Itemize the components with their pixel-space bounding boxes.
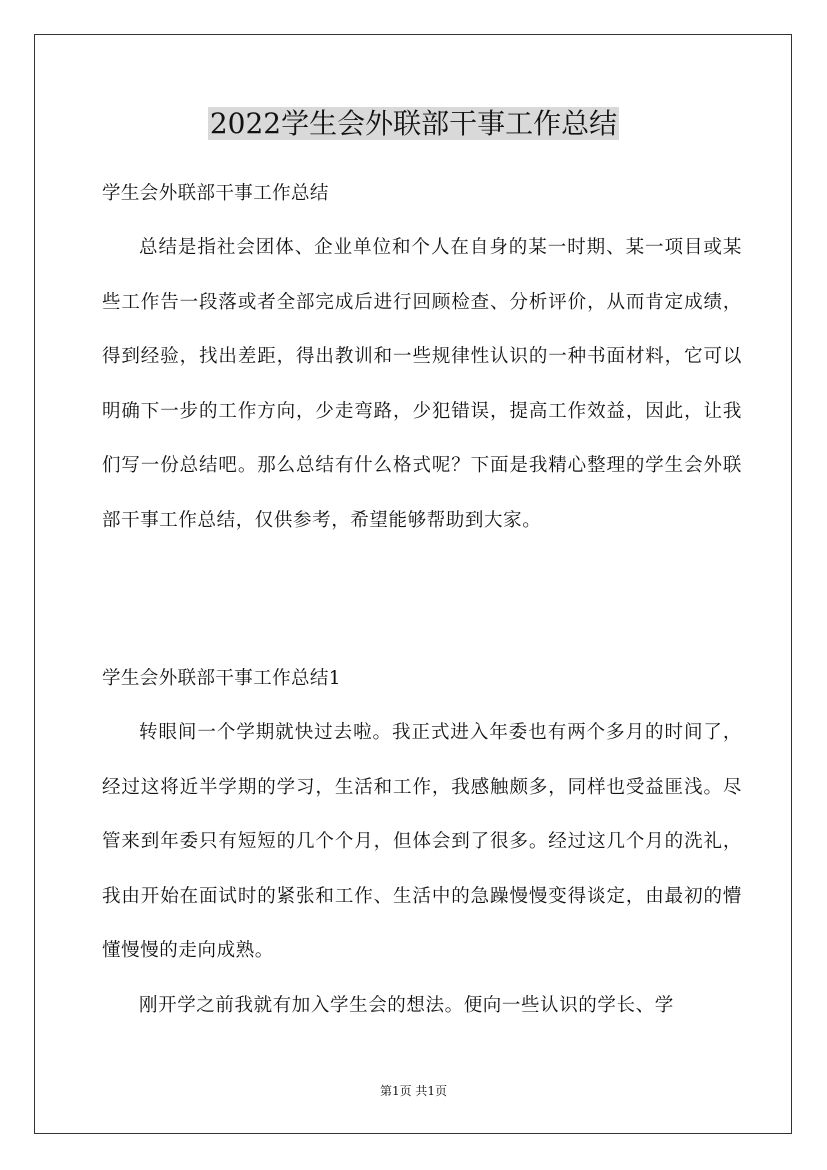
section1-body: [102, 706, 742, 1033]
intro-paragraph: 总结是指社会团体、企业单位和个人在自身的某一时期、某一项目或某些工作告一段落或者全部完成后进行回顾检查、分析评价，从而肯定成绩，得到经验，找出差距，得出教训和一些规律性认识的一种书面材料，它可以明确下一步的工作方向，少走弯路，少犯错误，提高工作效益，因此，让我们写一份总结吧。那么总结有什么格式呢？下面是我精心整理的学生会外联部干事工作总结，仅供参考，希望能够帮助到大家。: [102, 237, 742, 531]
section1-heading: 学生会外联部干事工作总结1: [102, 668, 341, 689]
document-title: [0, 104, 827, 144]
document-title-text: 2022学生会外联部干事工作总结: [209, 107, 618, 140]
intro-section: [102, 221, 742, 548]
intro-heading: 学生会外联部干事工作总结: [102, 183, 329, 204]
section1-paragraph-1: 转眼间一个学期就快过去啦。我正式进入年委也有两个多月的时间了，经过这将近半学期的学习，生活和工作，我感触颇多，同样也受益匪浅。尽管来到年委只有短短的几个个月，但体会到了很多。经过这几个月的洗礼，我由开始在面试时的紧张和工作、生活中的急躁慢慢变得谈定，由最初的懵懂慢慢的走向成熟。: [102, 722, 742, 961]
page-footer: 第1页 共1页: [379, 1084, 448, 1098]
section1-paragraph-2: 刚开学之前我就有加入学生会的想法。便向一些认识的学长、学: [139, 994, 674, 1016]
